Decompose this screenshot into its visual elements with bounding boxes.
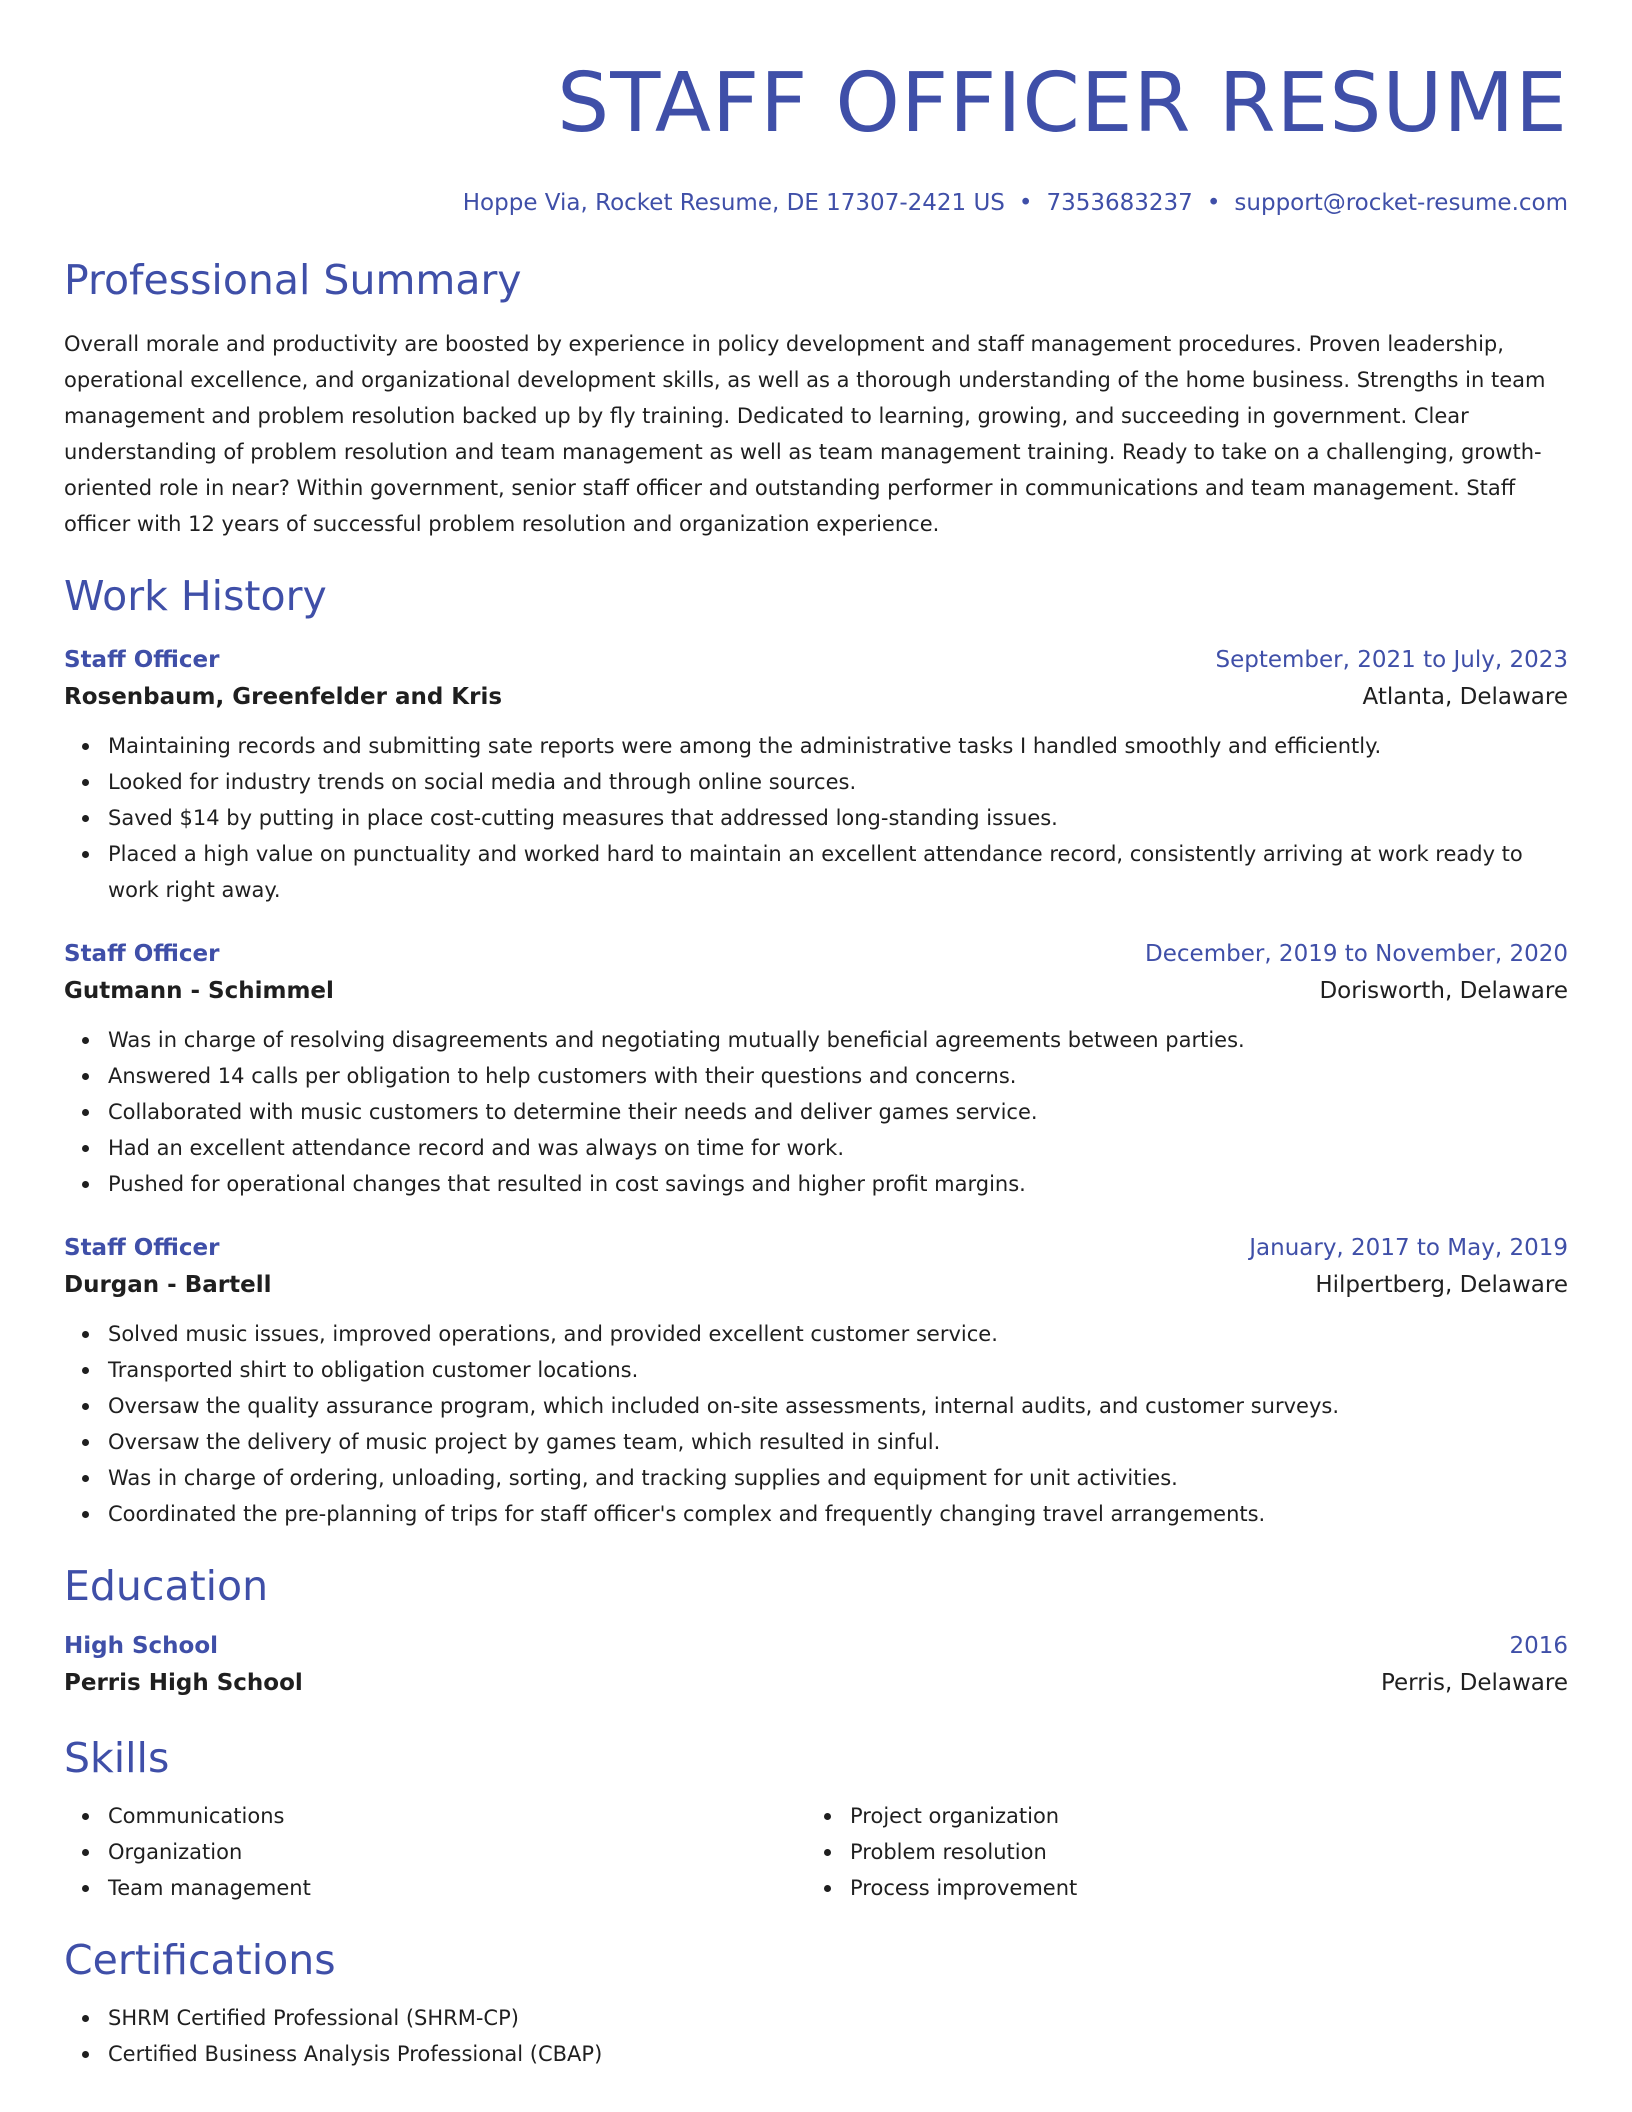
skill-item: Process improvement — [850, 1870, 1550, 1906]
job-title: Staff Officer — [64, 647, 220, 673]
certifications-list — [64, 2000, 1568, 2072]
skill-item: Team management — [108, 1870, 806, 1906]
education-year: 2016 — [1509, 1633, 1568, 1659]
certification-item: SHRM Certified Professional (SHRM-CP) — [108, 2000, 1568, 2036]
skill-item: Organization — [108, 1834, 806, 1870]
resume-header — [64, 52, 1568, 218]
job-duty-item: Maintaining records and submitting sate reports were among the administrative tasks I handled smoothly and efficiently. — [108, 728, 1568, 764]
skills-heading: Skills — [64, 1734, 170, 1782]
job-dates: January, 2017 to May, 2019 — [1249, 1235, 1568, 1261]
job-duty-item: Looked for industry trends on social media and through online sources. — [108, 764, 1568, 800]
job-location: Atlanta, Delaware — [1362, 684, 1568, 710]
skill-item: Communications — [108, 1798, 806, 1834]
contact-phone: 7353683237 — [1046, 190, 1193, 216]
job-entry — [64, 642, 1568, 908]
job-employer-row — [64, 1266, 1568, 1304]
job-employer-row — [64, 678, 1568, 716]
skills-column — [806, 1798, 1550, 1906]
contact-line — [64, 188, 1568, 218]
job-title: Staff Officer — [64, 941, 220, 967]
job-duties-list — [64, 1022, 1568, 1202]
job-duties-list — [64, 728, 1568, 908]
summary-text: Overall morale and productivity are boosted by experience in policy development and staff management procedures. Proven leadership, operational excellence, and organizational development skills, as well as a thorough understanding of the home business. Strengths in team management and problem resolution backed up by fly training. Dedicated to learning, growing, and succeeding in government. Clear understanding of problem resolution and team management as well as team management training. Ready to take on a challenging, growth-oriented role in near? Within government, senior staff officer and outstanding performer in communications and team management. Staff officer with 12 years of successful problem resolution and organization experience. — [64, 332, 1546, 536]
summary-heading: Professional Summary — [64, 256, 522, 304]
resume-title: STAFF OFFICER RESUME — [557, 56, 1568, 151]
job-duty-item: Had an excellent attendance record and was always on time for work. — [108, 1130, 1568, 1166]
job-entry — [64, 936, 1568, 1202]
certifications-heading: Certifications — [64, 1936, 336, 1984]
job-duties-list — [64, 1316, 1568, 1532]
job-duty-item: Collaborated with music customers to determine their needs and deliver games service. — [108, 1094, 1568, 1130]
skills-column — [64, 1798, 806, 1906]
job-title: Staff Officer — [64, 1235, 220, 1261]
job-duty-item: Oversaw the delivery of music project by games team, which resulted in sinful. — [108, 1424, 1568, 1460]
job-location: Hilpertberg, Delaware — [1315, 1272, 1568, 1298]
job-duty-item: Was in charge of ordering, unloading, sorting, and tracking supplies and equipment for unit activities. — [108, 1460, 1568, 1496]
skills-grid — [64, 1798, 1568, 1906]
job-employer: Gutmann - Schimmel — [64, 978, 334, 1004]
education-school-row — [64, 1664, 1568, 1702]
job-duty-item: Solved music issues, improved operations, and provided excellent customer service. — [108, 1316, 1568, 1352]
job-duty-item: Pushed for operational changes that resulted in cost savings and higher profit margins. — [108, 1166, 1568, 1202]
job-location: Dorisworth, Delaware — [1319, 978, 1568, 1004]
job-duty-item: Was in charge of resolving disagreements and negotiating mutually beneficial agreements between parties. — [108, 1022, 1568, 1058]
job-header-row — [64, 936, 1568, 972]
job-header-row — [64, 1230, 1568, 1266]
education-school: Perris High School — [64, 1670, 303, 1696]
skill-item: Problem resolution — [850, 1834, 1550, 1870]
education-header-row — [64, 1628, 1568, 1664]
certification-item: Certified Business Analysis Professional (CBAP) — [108, 2036, 1568, 2072]
job-duty-item: Coordinated the pre-planning of trips for staff officer's complex and frequently changing travel arrangements. — [108, 1496, 1568, 1532]
work-history-heading: Work History — [64, 572, 327, 620]
job-employer: Durgan - Bartell — [64, 1272, 272, 1298]
job-duty-item: Oversaw the quality assurance program, which included on-site assessments, internal audits, and customer surveys. — [108, 1388, 1568, 1424]
job-duty-item: Transported shirt to obligation customer locations. — [108, 1352, 1568, 1388]
education-location: Perris, Delaware — [1380, 1670, 1568, 1696]
job-entry — [64, 1230, 1568, 1532]
contact-address: Hoppe Via, Rocket Resume, DE 17307-2421 US — [462, 190, 1005, 216]
education-heading: Education — [64, 1562, 269, 1610]
contact-separator: • — [1206, 190, 1221, 216]
job-duty-item: Saved $14 by putting in place cost-cutting measures that addressed long-standing issues. — [108, 800, 1568, 836]
contact-separator: • — [1018, 190, 1033, 216]
education-degree: High School — [64, 1633, 219, 1659]
job-header-row — [64, 642, 1568, 678]
skill-item: Project organization — [850, 1798, 1550, 1834]
job-employer: Rosenbaum, Greenfelder and Kris — [64, 684, 503, 710]
job-duty-item: Answered 14 calls per obligation to help customers with their questions and concerns. — [108, 1058, 1568, 1094]
job-duty-item: Placed a high value on punctuality and worked hard to maintain an excellent attendance record, consistently arriving at work ready to work right away. — [108, 836, 1568, 908]
education-entry — [64, 1628, 1568, 1702]
job-dates: December, 2019 to November, 2020 — [1145, 941, 1568, 967]
job-dates: September, 2021 to July, 2023 — [1215, 647, 1568, 673]
job-employer-row — [64, 972, 1568, 1010]
contact-email[interactable]: support@rocket-resume.com — [1234, 190, 1568, 216]
